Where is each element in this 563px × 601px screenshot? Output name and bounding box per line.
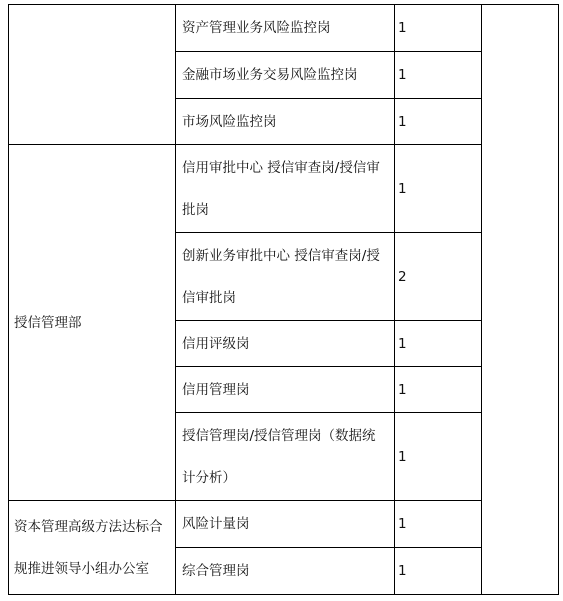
department-cell: 资本管理高级方法达标合规推进领导小组办公室 bbox=[9, 501, 176, 595]
position-count-cell: 1 bbox=[395, 501, 482, 548]
position-count-cell: 1 bbox=[395, 548, 482, 595]
position-title-cell: 综合管理岗 bbox=[176, 548, 395, 595]
position-count-cell: 1 bbox=[395, 52, 482, 99]
department-cell bbox=[9, 5, 176, 145]
position-title-cell: 资产管理业务风险监控岗 bbox=[176, 5, 395, 52]
position-count-cell: 2 bbox=[395, 233, 482, 321]
position-title-cell: 信用管理岗 bbox=[176, 367, 395, 413]
remarks-cell bbox=[482, 5, 559, 595]
position-count-cell: 1 bbox=[395, 367, 482, 413]
department-cell: 授信管理部 bbox=[9, 145, 176, 501]
position-title-cell: 市场风险监控岗 bbox=[176, 99, 395, 145]
table-row bbox=[9, 501, 559, 548]
position-count-cell: 1 bbox=[395, 5, 482, 52]
position-title-cell: 授信管理岗/授信管理岗（数据统计分析） bbox=[176, 413, 395, 501]
position-title-cell: 信用审批中心 授信审查岗/授信审批岗 bbox=[176, 145, 395, 233]
position-count-cell: 1 bbox=[395, 413, 482, 501]
position-count-cell: 1 bbox=[395, 145, 482, 233]
table-row bbox=[9, 5, 559, 52]
position-title-cell: 风险计量岗 bbox=[176, 501, 395, 548]
position-count-cell: 1 bbox=[395, 321, 482, 367]
table-row bbox=[9, 145, 559, 233]
position-title-cell: 创新业务审批中心 授信审查岗/授信审批岗 bbox=[176, 233, 395, 321]
position-title-cell: 信用评级岗 bbox=[176, 321, 395, 367]
position-title-cell: 金融市场业务交易风险监控岗 bbox=[176, 52, 395, 99]
positions-table bbox=[8, 4, 559, 595]
position-count-cell: 1 bbox=[395, 99, 482, 145]
